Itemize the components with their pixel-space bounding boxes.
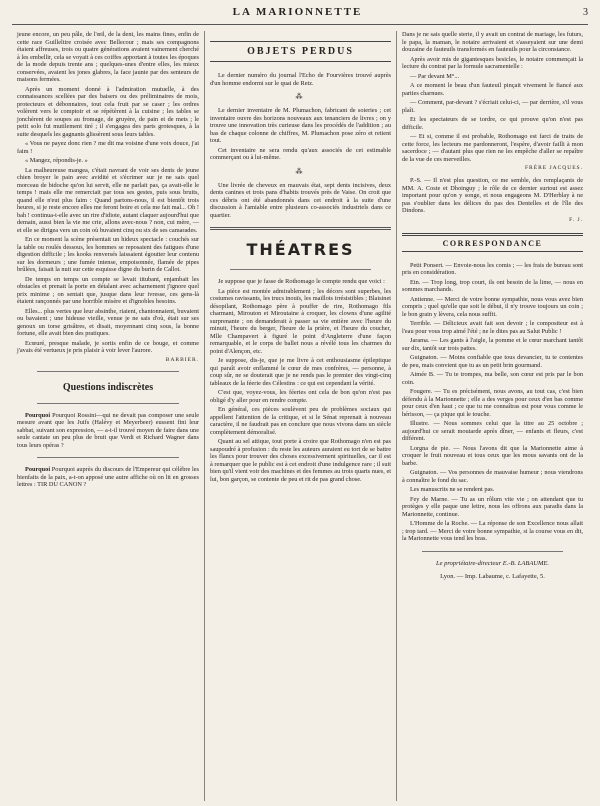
paragraph: Après un moment donné à l'admiration mutuelle, à des connaissances scellées par des baisers ou des préliminaires de mois, protecteurs et débonnaires, tout cela fruit par se caser ; les ordres volèrent vers le comptoir et se répétèrent à la cuisine ; les tables se jonchèrent de soupes au fromage, de gruyère, de pain et de mets ; le petit solo fut mutilement tiré ; il s'engagea des parts grotesques, à la suite desquels les gagnants glissèrent sous leurs tables.: [17, 85, 199, 138]
postscript: P.-S. — Il n'est plus question, ce me semble, des remplaçants de MM. A. Coste et Dhoinguy ; le rôle de ce dernier surtout est assez important pour qu'on y songe, et nous engageons M. D'Herblay à ne pas s'oublier dans les délices du pas des Dentelles et de l'île des Dindons.: [402, 177, 583, 214]
correspondence-item: Guignaton. — Vos personnes de mauvaise humeur ; nous viendrons à connaître le fond du sac.: [402, 469, 583, 484]
masthead: [12, 6, 588, 25]
paragraph: — Comment, par-devant ? s'écriait celui-ci, — par derrière, s'il vous plaît.: [402, 99, 583, 114]
editor-credit: Le propriétaire-directeur E.-B. LABAUME.: [435, 559, 549, 567]
paragraph: jeune encore, un peu pâle, de l'œil, de la dent, les mains fines, enfin de cette race Guilleltire croisée avec Bellecour ; mais ses compagnons étaient affreuses, trois ou quatre générations avaient vainement cherché à les embellir, cela se voyait à ces coiffes apportant à toutes les époques de la mode depuis trente ans ; quelques-unes d'entre elles, les mieux conservées, avaient les jones glabres, la face jaunie par des senteurs de maisons fermées.: [17, 31, 199, 83]
section-heading-correspondance: CORRESPONDANCE: [402, 233, 583, 252]
correspondence-item: Lorgna de pie. — Nous l'avons dit que la Marionnette aime à croquer le fruit nouveau et tous ceux que les mous savants ont de la barbe.: [402, 444, 583, 467]
paragraph: C'est que, voyez-vous, les féeries ont cela de bon qu'on n'est pas obligé d'y aller pour en rendre compte.: [210, 389, 391, 404]
signature: F. J.: [569, 216, 583, 223]
correspondence-item: Jarama. — Les gants à l'aigle, la pomme et le cœur marchant tantôt sur dix, tantôt sur trois pattes.: [402, 337, 583, 352]
signature: BARBIER.: [165, 356, 199, 363]
correspondence-item: L'Homme de la Roche. — La réponse de son Excellence nous allait ; trop tard. — Merci de votre bonne sympathie, si la course vous en dit, la Marionnette vous tend les bras.: [402, 520, 583, 542]
question-keyword: Pourquoi: [25, 466, 51, 473]
paragraph: En général, ces pièces soulèvent peu de problèmes sociaux qui appellent l'attention de la critique, et si le Sénat reprenait à nouveau caractère, il ne faudrait pas en conclure que nous vivons dans un siècle complètement démoralisé.: [210, 406, 391, 436]
question-item: [17, 466, 199, 489]
correspondence-item: Les manuscrits ne se rendent pas.: [410, 486, 495, 493]
paragraph: Elles... plus vertes que leur absinthe, riaient, chantonnaient, buvaient ou bavaient ; une hideuse vieille, venue je ne sais d'où, était sur ses genoux un torse grisâtres, et disait, moyennant cinq sous, la bonne fortune, elle avait bien des pratiques.: [17, 307, 199, 337]
paragraph: Dans je ne sais quelle sterie, il y avait un contrat de mariage, les futurs, le papa, la maman, le notaire arrivaient et s'asseyaient sur une demi douzaine de fauteuils transformés en fauteuils pour la circonstance.: [402, 31, 583, 53]
paragraph: Je suppose, dis-je, que je me livre à cet enthousiasme épileptique qui paraît avoir enflammé le cœur de mes confrères, — personne, à coup sûr, ne se douterait que je ne rends pas le premier des vingt-cinq tableaux de la féerie des Célestins : ce qui est cependant la vérité.: [210, 357, 391, 387]
paragraph: De temps en temps un compte se levait titubant, enjambait les obstacles et prenait la porte en détalant avec acharnement j'ignore quel prix minime ; on sentait que, jusque dans leur ivresse, ces gens-là étaient rançonnés par une horrible misère et d'ignobles besoins.: [17, 275, 199, 305]
divider: [37, 457, 179, 458]
correspondence-item: Illustre. — Nous sommes celui que la titre au 25 octobre ; aujourd'hui ce serait moutarde après dîner, — enfants et fleurs, c'est différent.: [402, 420, 583, 442]
paragraph: La pièce est montée admirablement ; les décors sont superbes, les costumes ravissants, les trucs inouïs, les maillots irrésistibles ; Blaisinet désopilant, Rothomago père à pouffer de rire, Rothomago fils charmant, Mirouton et Miroutaine à croquer, les clowns d'une agilité surprenante ; on demanderait à passer sa vie entière avec l'heure du minuit, l'heure du berger, l'heure de la prière, et l'heure du coucher, Mlle Champavert à figuré le point d'Angleterre d'une façon remarquable, et le corps de ballet nous a révélé tous les charmes du point d'Alençon, etc.: [210, 287, 391, 355]
column-right: [396, 31, 588, 801]
section-heading-theatres: THÉATRES: [246, 240, 355, 259]
divider: [210, 227, 391, 230]
divider: [37, 371, 179, 372]
page-number: 3: [583, 7, 588, 18]
paragraph: Ecœuré, presque malade, je sortis enfin de ce bouge, et comme j'avais été vertueux je pris plaisir à voir lever l'aurore.: [17, 339, 199, 354]
correspondence-item: Terrible. — Délicieux avait fait son devoir ; le compositeur est à l'eau pour vous trop aimé l'été ; ne le dites pas au Salut Public !: [402, 320, 583, 335]
correspondence-item: Etn. — Trop long, trop court, ils ont besoin de la lime, — nous en sommes marchands.: [402, 278, 583, 293]
column-middle: [204, 31, 396, 801]
columns: [12, 31, 588, 801]
paragraph: — Et si, comme il est probable, Rothomago est farci de traits de cette force, les lecteurs me pardonneront, l'espère, d'avoir failli à mon sacerdoce ; — d'autant plus que rien ne les empêche d'aller se repaître de la vue de ces merveilles.: [402, 133, 583, 163]
question-keyword: Pourquoi: [25, 411, 51, 419]
correspondence-item: Antienne. — Merci de votre bonne sympathie, nous vous avez bien compris ; quel qu'elle que soit le début, il n'y trouve toujours un coin ; le bon grain y lèvera, cela nous suffit.: [402, 295, 583, 318]
paragraph: Le dernier inventaire de M. Plumachon, fabricant de soieries ; cet inventaire ouvre des horizons nouveaux aux tenanciers de livres ; on y trouve une innovation très curieuse dans les procédés de l'addition ; au bas de chaque colonne de chiffres, M. Plumachon pose zéro et retient tout.: [210, 107, 391, 144]
question-text: Pourquoi Rossini—qui ne devait pas composer une seule mesure avant que les Juifs (Halévy et Meyerbeer) eussent fini leur sabbat, suivant son expression, — a-t-il trouvé moyen de faire dans une seule cantate un peu plus de bruit que Verdi et Richard Wagner dans tous leurs opéras ?: [17, 411, 199, 449]
divider: [37, 403, 179, 404]
divider: [230, 269, 371, 270]
paragraph: Après avoir mis de gigantesques besicles, le notaire commençait la lecture du contrat par la formule sacramentelle :: [402, 55, 583, 70]
paragraph: Je suppose que je fasse de Rothomago le compte rendu que voici :: [218, 278, 385, 285]
paragraph: Et les spectateurs de se tordre, ce qui prouve qu'on n'est pas difficile.: [402, 116, 583, 131]
divider: [422, 551, 563, 552]
printer-credit: Lyon. — Imp. Labaume, c. Lafayette, 5.: [440, 572, 545, 580]
paragraph: Cet inventaire ne sera rendu qu'aux associés de cet estimable commerçant ou à lui-même.: [210, 146, 391, 161]
section-heading-objets-perdus: OBJETS PERDUS: [210, 41, 391, 62]
correspondence-item: Petit Ponsert. — Envoie-nous les comis ; — les frais de bureau sont pris en considération.: [402, 261, 583, 276]
correspondence-item: Guignaton. — Moins confiable que tous devancier, tu te contentes de peu, mais convient que tu as un petit brin gourmand.: [402, 354, 583, 369]
paragraph: En ce moment la scène présentait un hideux spectacle : couchés sur la table ou roulés dessous, les hommes se reposaient des fatigues d'une digestion difficile ; les kooks renversés laissaient égoutter leur contenu sur les dormeurs ; une fumée intense, empoisonnée, flamée de pipes brûlées, faisait la nuit sur cette esquisse digne du burin de Callot.: [17, 236, 199, 273]
correspondence-item: Fougere. — Tu es précisément, nous avons, au tout cas, c'est bien défendu à la Marionnette ; elle a des verges pour ceux d'en bas comme pour ceux d'en haut ; ce que tu me connaîtras est pour vous comme le hérisson, — ça pique qui le touche.: [402, 388, 583, 418]
paragraph: A ce moment le beau d'un fauteuil pinçait vivement le fiancé aux parties charnues.: [402, 82, 583, 97]
paragraph: Une livrée de cheveux en mauvais état, sept dents incisives, deux dents canines et trois pans d'habits trouvés près de Vaise. On croit que ces débris ont été abandonnés dans cet endroit à la suite d'une discussion à l'amiable entre plusieurs co-associés industriels dans ce quartier.: [210, 181, 391, 219]
paragraph: « Vous ne payez donc rien ? me dit ma voisine d'une voix douce, j'ai faim !: [17, 140, 199, 155]
question-item: [17, 412, 199, 450]
masthead-title: LA MARIONNETTE: [232, 6, 363, 18]
paragraph: « Mangez, répondis-je. »: [25, 157, 88, 164]
paragraph: Le dernier numéro du journal l'Echo de Fourvières trouvé auprès d'un homme endormi sur le quai de Retz.: [210, 72, 391, 87]
correspondence-item: Fey de Marne. — Tu as un rôlum vite vie ; on attendant que tu protèges y elle paque une lettre, nous les offrons aux paradis dans la Marionnette, continue.: [402, 495, 583, 518]
asterism-divider: ⁂: [295, 167, 306, 176]
correspondence-item: Aimée B. — Tu te trompes, ma belle, son cœur est pris par le bon coin.: [402, 371, 583, 386]
paragraph: Quant au sel attique, tout porte à croire que Rothomago n'en est pas saupoudré à profusion : du reste les auteurs auraient eu tort de se battre les flancs pour trouver des choses excessivement spirituelles, car il est à remarquer que le public est à cet endroit d'une indulgence rare ; il suit bien qu'il vient voir des machines et des femmes au trois quarts nues, et lui, bon garçon, se contente de peu et rit de pas grand chose.: [210, 438, 391, 483]
paragraph: — Par devant M°...: [410, 72, 460, 80]
paragraph: La malheureuse mangea, c'était navrant de voir ses dents de jeune chien broyer le pain avec avidité et s'écrimer sur je ne sais quel morceau de bidoche qu'on lui servit, elle ne parlait pas, ça avait-elle le temps ! mais elle me remerciait par tous ses gestes, puis sous bruits, quand elle n'eut plus faim : Quand partons-nous, il est bientôt trois heures, si je reste encore elles me feront boire et cela me fait mal... Oh ! bah ! continua-t-elle avec un rire d'idiote, autant claquer aujourd'hui que demain, aussi bien la vie me crie, allons avec-nous ? non, cui mère, — et elle se dirigea vers un coin où buvaient cinq ou six de ses camarades.: [17, 166, 199, 234]
question-text: Pourquoi auprès du discours de l'Empereur qui célèbre les bienfaits de la paix, a-t-on apposé une autre affiche où on lit en grosses lettres : TIR DU CANON ?: [17, 466, 199, 488]
signature: FRÈRE JACQUES.: [524, 165, 583, 171]
asterism-divider: ⁂: [295, 93, 306, 101]
section-heading-questions: Questions indiscrètes: [62, 381, 154, 393]
column-left: [12, 31, 204, 801]
